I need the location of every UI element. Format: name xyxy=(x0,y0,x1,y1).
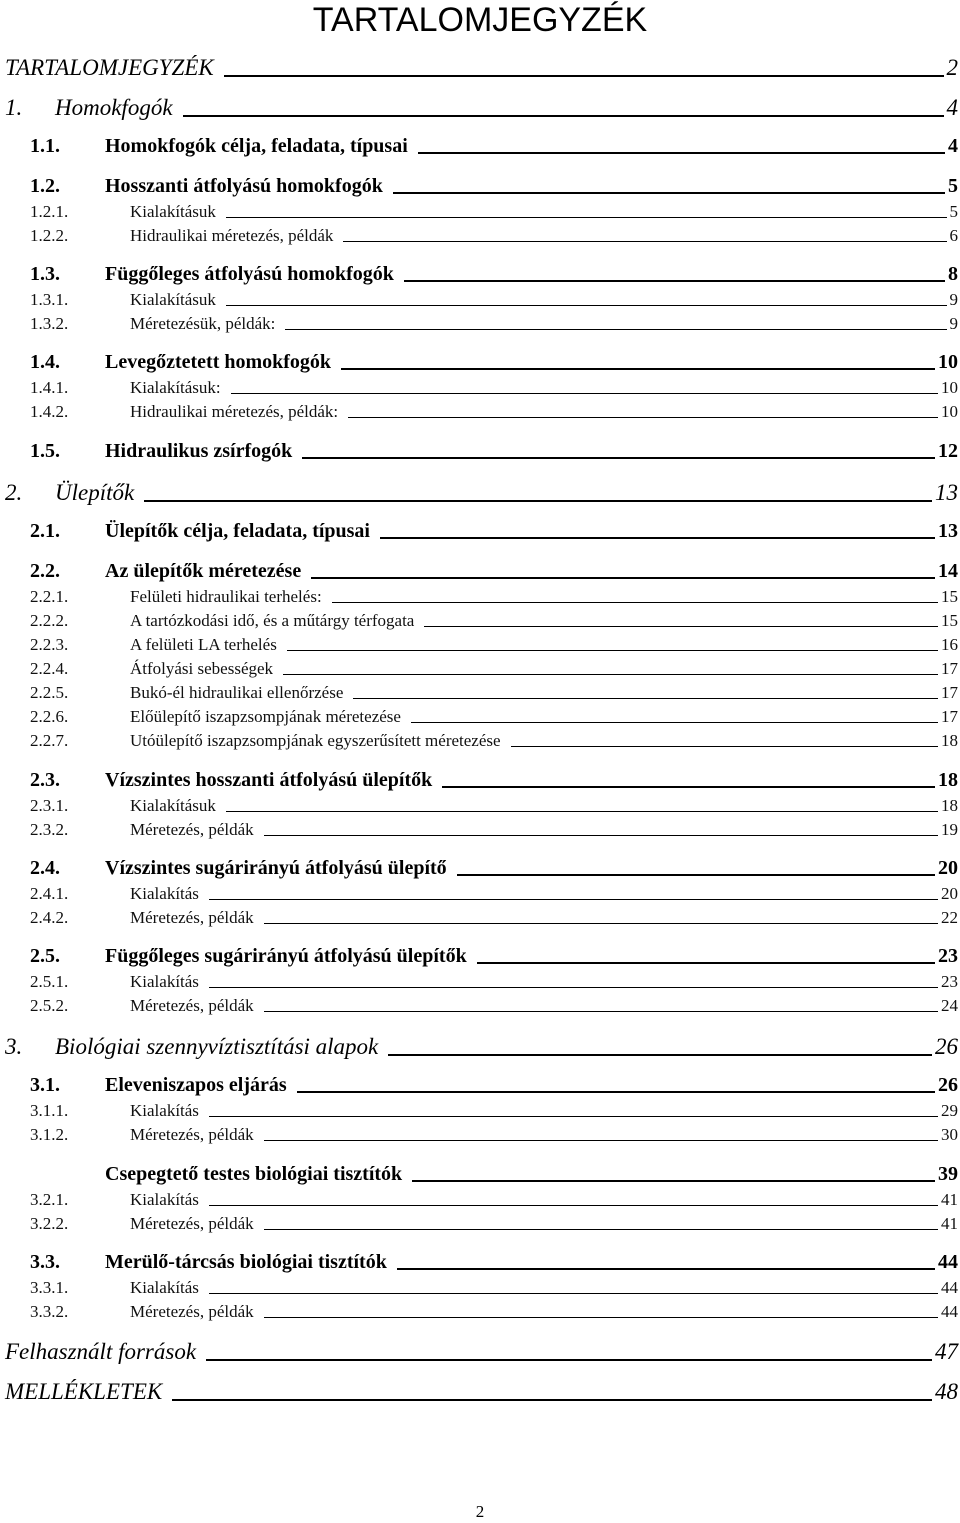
toc-entry-page: 15 xyxy=(941,611,958,630)
toc-entry-number: 2.4.1. xyxy=(30,884,69,903)
toc-entry-title: Méretezés, példák xyxy=(130,820,254,839)
toc-entry-number: 3.1. xyxy=(30,1074,60,1096)
toc-entry[interactable] xyxy=(30,263,958,286)
toc-entry-page: 8 xyxy=(948,263,958,285)
toc-leader-line xyxy=(393,192,945,194)
toc-entry[interactable] xyxy=(30,611,958,631)
toc-entry[interactable] xyxy=(30,135,958,158)
toc-entry-number: 1.2. xyxy=(30,175,60,197)
toc-entry[interactable] xyxy=(30,769,958,792)
toc-leader-line xyxy=(264,1317,938,1318)
toc-entry-title: Kialakítás xyxy=(130,1101,199,1120)
toc-entry-page: 2 xyxy=(946,55,958,80)
toc-leader-line xyxy=(264,1229,938,1230)
toc-entry-title: Kialakításuk xyxy=(130,202,216,221)
toc-entry-page: 20 xyxy=(938,857,958,879)
toc-entry[interactable] xyxy=(30,520,958,543)
toc-entry[interactable] xyxy=(30,402,958,422)
toc-entry[interactable] xyxy=(30,945,958,968)
toc-entry-title: Homokfogók célja, feladata, típusai xyxy=(105,135,408,157)
toc-entry-page: 12 xyxy=(938,440,958,462)
toc-entry-title: Utóülepítő iszapzsompjának egyszerűsített méretezése xyxy=(130,731,501,750)
toc-entry[interactable] xyxy=(30,1101,958,1121)
toc-entry-number: 1.4. xyxy=(30,351,60,373)
toc-entry[interactable] xyxy=(30,351,958,374)
toc-entry[interactable] xyxy=(30,996,958,1016)
toc-entry[interactable] xyxy=(30,1214,958,1234)
toc-leader-line xyxy=(424,626,938,627)
toc-entry[interactable] xyxy=(30,1190,958,1210)
toc-entry-number: 2.4.2. xyxy=(30,908,69,927)
toc-entry-number: 3.1.1. xyxy=(30,1101,69,1120)
toc-leader-line xyxy=(226,217,947,218)
toc-entry-page: 4 xyxy=(946,95,958,120)
toc-leader-line xyxy=(209,1205,938,1206)
toc-entry[interactable] xyxy=(30,1278,958,1298)
toc-entry-number: 2.3. xyxy=(30,769,60,791)
toc-leader-line xyxy=(380,537,935,539)
toc-entry-page: 16 xyxy=(941,635,958,654)
toc-entry-number: 1.5. xyxy=(30,440,60,462)
toc-entry-page: 13 xyxy=(935,480,958,505)
toc-entry[interactable] xyxy=(30,972,958,992)
toc-entry[interactable] xyxy=(5,1339,958,1365)
toc-entry-page: 48 xyxy=(935,1379,958,1404)
toc-entry-title: A felületi LA terhelés xyxy=(130,635,277,654)
toc-entry-title: Ülepítők xyxy=(55,480,135,505)
toc-entry-title: Méretezés, példák xyxy=(130,996,254,1015)
toc-entry-title: Vízszintes sugárirányú átfolyású ülepítő xyxy=(105,857,447,879)
toc-entry-page: 41 xyxy=(941,1214,958,1233)
toc-entry-page: 18 xyxy=(941,796,958,815)
toc-entry-title: Bukó-él hidraulikai ellenőrzése xyxy=(130,683,344,702)
toc-entry[interactable] xyxy=(30,635,958,655)
toc-entry-page: 6 xyxy=(949,226,958,245)
toc-entry-title: Homokfogók xyxy=(55,95,173,120)
toc-entry[interactable] xyxy=(30,587,958,607)
toc-entry-title: Felületi hidraulikai terhelés: xyxy=(130,587,322,606)
toc-entry-number: 1.3.1. xyxy=(30,290,69,309)
toc-entry-title: Méretezés, példák xyxy=(130,1125,254,1144)
toc-entry[interactable] xyxy=(30,440,958,463)
toc-leader-line xyxy=(418,152,945,154)
toc-entry-title: Méretezés, példák xyxy=(130,1302,254,1321)
toc-leader-line xyxy=(341,368,935,370)
toc-entry[interactable] xyxy=(30,1074,958,1097)
toc-entry-title: Ülepítők célja, feladata, típusai xyxy=(105,520,370,542)
toc-leader-line xyxy=(209,987,938,988)
toc-entry[interactable] xyxy=(30,378,958,398)
toc-entry-title: Függőleges sugárirányú átfolyású ülepítők xyxy=(105,945,467,967)
toc-entry-page: 10 xyxy=(941,378,958,397)
toc-entry[interactable] xyxy=(30,908,958,928)
toc-entry-title: Merülő-tárcsás biológiai tisztítók xyxy=(105,1251,387,1273)
toc-entry-page: 44 xyxy=(938,1251,958,1273)
toc-entry-title: Kialakítás xyxy=(130,1190,199,1209)
toc-entry-title: Átfolyási sebességek xyxy=(130,659,274,678)
toc-entry-title: Kialakításuk xyxy=(130,796,216,815)
toc-entry-number: 2.5.2. xyxy=(30,996,69,1015)
toc-entry-number: 2.2.3. xyxy=(30,635,69,654)
toc-entry-page: 24 xyxy=(941,996,958,1015)
toc-entry-number: 3.2.1. xyxy=(30,1190,69,1209)
toc-leader-line xyxy=(477,962,935,964)
toc-leader-line xyxy=(209,899,938,900)
toc-entry-page: 13 xyxy=(938,520,958,542)
toc-entry-page: 5 xyxy=(948,175,958,197)
toc-entry[interactable] xyxy=(30,202,958,222)
toc-entry-title: Kialakításuk xyxy=(130,290,216,309)
toc-entry-number: 2.2.7. xyxy=(30,731,69,750)
toc-entry-number: 1.1. xyxy=(30,135,60,157)
toc-entry-page: 18 xyxy=(938,769,958,791)
toc-entry-title: Kialakítás xyxy=(130,1278,199,1297)
toc-entry[interactable] xyxy=(30,707,958,727)
toc-entry-title: Csepegtető testes biológiai tisztítók xyxy=(105,1163,403,1185)
toc-entry-page: 39 xyxy=(938,1163,958,1185)
toc-leader-line xyxy=(404,280,945,282)
toc-leader-line xyxy=(264,923,938,924)
toc-entry[interactable] xyxy=(5,55,958,81)
toc-entry-title: Függőleges átfolyású homokfogók xyxy=(105,263,394,285)
toc-entry-number: 2.2.6. xyxy=(30,707,69,726)
toc-entry-number: 1.4.2. xyxy=(30,402,69,421)
toc-entry[interactable] xyxy=(30,560,958,583)
toc-entry[interactable] xyxy=(30,683,958,703)
toc-entry-number: 1.3.2. xyxy=(30,314,69,333)
toc-entry-number: 2.2.1. xyxy=(30,587,69,606)
toc-entry-page: 23 xyxy=(938,945,958,967)
toc-entry-title: Méretezés, példák xyxy=(130,908,254,927)
toc-entry[interactable] xyxy=(30,1125,958,1145)
toc-entry-title: Hidraulikai méretezés, példák: xyxy=(130,402,339,421)
toc-entry[interactable] xyxy=(30,226,958,246)
toc-entry-page: 20 xyxy=(941,884,958,903)
toc-entry-title: Levegőztetett homokfogók xyxy=(105,351,332,373)
toc-entry-title: Kialakításuk: xyxy=(130,378,221,397)
toc-leader-line xyxy=(285,329,946,330)
toc-entry-number: 1.4.1. xyxy=(30,378,69,397)
toc-leader-line xyxy=(224,75,944,77)
toc-leader-line xyxy=(226,811,938,812)
toc-leader-line xyxy=(283,674,938,675)
toc-leader-line xyxy=(511,746,938,747)
toc-leader-line xyxy=(206,1359,932,1361)
toc-entry-number: 2.2. xyxy=(30,560,60,582)
toc-entry-page: 29 xyxy=(941,1101,958,1120)
toc-entry-number: 2.2.5. xyxy=(30,683,69,702)
toc-leader-line xyxy=(209,1293,938,1294)
toc-entry-number: 2.5. xyxy=(30,945,60,967)
toc-entry[interactable] xyxy=(30,314,958,334)
toc-entry[interactable] xyxy=(30,857,958,880)
toc-leader-line xyxy=(209,1116,938,1117)
toc-leader-line xyxy=(353,698,938,699)
toc-entry[interactable] xyxy=(5,1379,958,1405)
toc-entry-number: 1. xyxy=(5,95,23,120)
toc-leader-line xyxy=(302,457,935,459)
toc-leader-line xyxy=(388,1054,932,1056)
toc-leader-line xyxy=(457,874,935,876)
toc-entry-number: 2.3.2. xyxy=(30,820,69,839)
toc-entry-title: Kialakítás xyxy=(130,972,199,991)
toc-entry-page: 10 xyxy=(941,402,958,421)
toc-entry-page: 19 xyxy=(941,820,958,839)
toc-leader-line xyxy=(287,650,938,651)
toc-entry-page: 14 xyxy=(938,560,958,582)
toc-entry[interactable] xyxy=(30,731,958,751)
toc-entry-page: 9 xyxy=(949,290,958,309)
toc-entry-number: 3.2.2. xyxy=(30,1214,69,1233)
toc-entry-title: Hidraulikai méretezés, példák xyxy=(130,226,334,245)
toc-entry-title: Előülepítő iszapzsompjának méretezése xyxy=(130,707,401,726)
toc-leader-line xyxy=(343,241,946,242)
toc-leader-line xyxy=(226,305,947,306)
toc-entry-number: 2.4. xyxy=(30,857,60,879)
toc-leader-line xyxy=(442,786,935,788)
toc-entry-number: 2.2.4. xyxy=(30,659,69,678)
toc-entry-title: Eleveniszapos eljárás xyxy=(105,1074,287,1096)
toc-entry-page: 26 xyxy=(935,1034,958,1059)
toc-entry[interactable] xyxy=(30,884,958,904)
toc-leader-line xyxy=(412,1180,935,1182)
toc-entry-number: 3.3.2. xyxy=(30,1302,69,1321)
toc-leader-line xyxy=(348,417,938,418)
toc-leader-line xyxy=(264,1140,938,1141)
toc-entry-number: 2.2.2. xyxy=(30,611,69,630)
toc-entry-page: 44 xyxy=(941,1278,958,1297)
toc-entry-title: MELLÉKLETEK xyxy=(5,1379,163,1404)
toc-entry[interactable] xyxy=(5,95,958,121)
toc-leader-line xyxy=(332,602,938,603)
toc-entry-title: Méretezés, példák xyxy=(130,1214,254,1233)
toc-leader-line xyxy=(231,393,938,394)
toc-entry-number: 2.3.1. xyxy=(30,796,69,815)
toc-entry-page: 9 xyxy=(949,314,958,333)
toc-entry-page: 30 xyxy=(941,1125,958,1144)
toc-entry-page: 15 xyxy=(941,587,958,606)
toc-entry-number: 1.3. xyxy=(30,263,60,285)
toc-entry-number: 3. xyxy=(5,1034,23,1059)
toc-entry-page: 17 xyxy=(941,707,958,726)
toc-entry-number: 3.3. xyxy=(30,1251,60,1273)
toc-entry[interactable] xyxy=(30,1251,958,1274)
toc-leader-line xyxy=(411,722,938,723)
toc-entry-page: 4 xyxy=(948,135,958,157)
toc-entry-page: 41 xyxy=(941,1190,958,1209)
toc-entry-page: 10 xyxy=(938,351,958,373)
toc-entry[interactable] xyxy=(30,1163,958,1186)
toc-entry-title: Kialakítás xyxy=(130,884,199,903)
toc-entry-title: Vízszintes hosszanti átfolyású ülepítők xyxy=(105,769,433,791)
toc-entry-number: 2.1. xyxy=(30,520,60,542)
toc-leader-line xyxy=(264,1011,938,1012)
toc-entry-title: Felhasznált források xyxy=(5,1339,197,1364)
toc-entry[interactable] xyxy=(30,659,958,679)
toc-entry-page: 44 xyxy=(941,1302,958,1321)
toc-entry-page: 17 xyxy=(941,659,958,678)
toc-entry-page: 26 xyxy=(938,1074,958,1096)
toc-entry-number: 2. xyxy=(5,480,23,505)
toc-entry[interactable] xyxy=(5,480,958,506)
toc-entry-page: 47 xyxy=(935,1339,958,1364)
toc-entry-page: 18 xyxy=(941,731,958,750)
toc-entry-title: Hidraulikus zsírfogók xyxy=(105,440,293,462)
toc-entry[interactable] xyxy=(30,796,958,816)
toc-entry[interactable] xyxy=(30,820,958,840)
toc-entry-number: 1.2.2. xyxy=(30,226,69,245)
toc-entry-page: 17 xyxy=(941,683,958,702)
toc-entry-page: 23 xyxy=(941,972,958,991)
toc-entry-title: A tartózkodási idő, és a műtárgy térfogata xyxy=(130,611,415,630)
toc-entry-page: 5 xyxy=(949,202,958,221)
toc-entry[interactable] xyxy=(30,1302,958,1322)
toc-entry-number: 3.3.1. xyxy=(30,1278,69,1297)
toc-entry-title: Biológiai szennyvíztisztítási alapok xyxy=(55,1034,379,1059)
toc-leader-line xyxy=(183,115,944,117)
page-title: TARTALOMJEGYZÉK xyxy=(312,1,648,39)
toc-entry[interactable] xyxy=(30,290,958,310)
toc-entry-number: 1.2.1. xyxy=(30,202,69,221)
toc-leader-line xyxy=(144,500,932,502)
page-number: 2 xyxy=(475,1502,485,1521)
toc-entry-title: Az ülepítők méretezése xyxy=(105,560,302,582)
toc-leader-line xyxy=(297,1091,935,1093)
toc-entry-title: Hosszanti átfolyású homokfogók xyxy=(105,175,383,197)
toc-entry-number: 3.1.2. xyxy=(30,1125,69,1144)
toc-leader-line xyxy=(397,1268,935,1270)
toc-entry-title: Méretezésük, példák: xyxy=(130,314,276,333)
toc-entry-page: 22 xyxy=(941,908,958,927)
toc-entry[interactable] xyxy=(5,1034,958,1060)
toc-leader-line xyxy=(311,577,935,579)
toc-entry-number: 2.5.1. xyxy=(30,972,69,991)
toc-entry-title: TARTALOMJEGYZÉK xyxy=(5,55,214,80)
toc-entry[interactable] xyxy=(30,175,958,198)
toc-leader-line xyxy=(264,835,938,836)
toc-leader-line xyxy=(172,1399,932,1401)
